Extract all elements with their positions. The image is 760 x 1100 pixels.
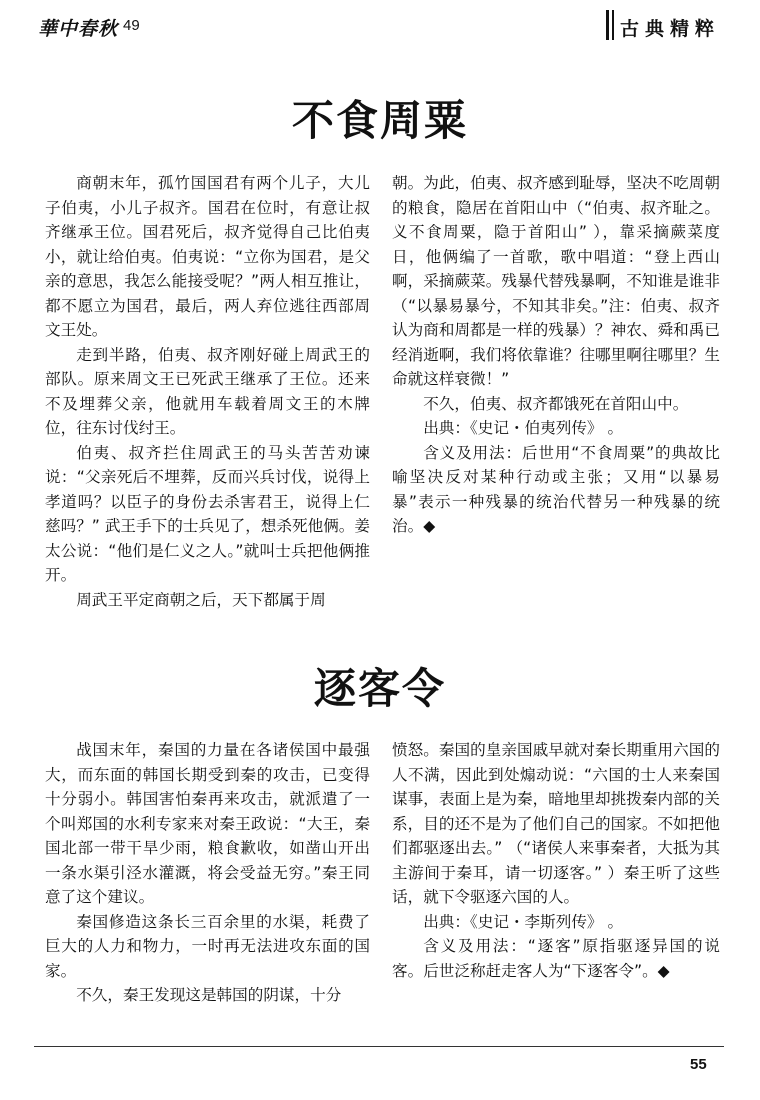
article1-paragraph-3: 伯夷、叔齐拦住周武王的马头苦苦劝谏说：“父亲死后不埋葬，反而兴兵讨伐，说得上孝道吗？以臣子的身份去杀害君王，说得上仁慈吗？” 武王手下的士兵见了，想杀死他俩。姜太公说：“他们是仁义之人。”就叫士兵把他俩推开。 <box>45 443 370 584</box>
article2-meaning: 含义及用法：“逐客”原指驱逐异国的说客。后世泛称赶走客人为“下逐客令”。◆ <box>392 937 720 980</box>
article2-paragraph-1: 战国末年，秦国的力量在各诸侯国中最强大，而东面的韩国长期受到秦的攻击，已变得十分弱小。韩国害怕秦再来攻击，就派遣了一个叫郑国的水利专家来对秦王政说：“大王，秦国北部一带干旱少雨，粮食歉收，如凿山开出一条水渠引泾水灌溉，将会受益无穷。”秦王同意了这个建议。 <box>45 741 370 906</box>
article2-paragraph-2: 秦国修造这条长三百余里的水渠，耗费了巨大的人力和物力，一时再无法进攻东面的国家。 <box>45 912 370 980</box>
section-name: 古典精粹 <box>620 18 721 40</box>
article1-paragraph-6: 不久，伯夷、叔齐都饿死在首阳山中。 <box>423 394 689 413</box>
article1-paragraph-2: 走到半路，伯夷、叔齐刚好碰上周武王的部队。原来周文王已死武王继承了王位。还来不及埋葬父亲，他就用车载着周文王的木牌位，往东讨伐纣王。 <box>45 345 370 437</box>
article-title-buschizhousu: 不食周粟 <box>291 96 468 145</box>
article2-right-column <box>392 738 720 983</box>
article-title-zhukeling: 逐客令 <box>313 664 446 713</box>
article1-paragraph-5: 朝。为此，伯夷、叔齐感到耻辱，坚决不吃周朝的粮食，隐居在首阳山中（“伯夷、叔齐耻之。义不食周粟，隐于首阳山” ），靠采摘蕨菜度日，他俩编了一首歌，歌中唱道：“登上西山啊，采摘蕨菜。残暴代替残暴啊，不知谁是谁非（“以暴易暴兮，不知其非矣。”注：伯夷、叔齐认为商和周都是一样的残暴）？神农、舜和禹已经消逝啊，我们将依靠谁？往哪里啊往哪里？生命就这样衰微！” <box>392 174 720 388</box>
article2-source: 出典：《史记・李斯列传》 。 <box>423 912 624 931</box>
page-header <box>0 0 760 60</box>
article1-meaning: 含义及用法：后世用“不食周粟”的典故比喻坚决反对某种行动或主张；又用“以暴易暴”表示一种残暴的统治代替另一种残暴的统治。◆ <box>392 443 720 535</box>
magazine-name: 華中春秋 <box>38 18 119 40</box>
section-divider <box>606 10 609 40</box>
page-number: 55 <box>690 1056 707 1073</box>
article1-paragraph-1: 商朝末年，孤竹国国君有两个儿子，大儿子伯夷，小儿子叔齐。国君在位时，有意让叔齐继承王位。国君死后，叔齐觉得自己比伯夷小，就让给伯夷。伯夷说：“立你为国君，是父亲的意思，我怎么能接受呢？”两人相互推让，都不愿立为国君，最后，两人弃位逃往西部周文王处。 <box>45 174 370 339</box>
article1-source: 出典：《史记・伯夷列传》 。 <box>423 419 624 437</box>
article2-left-column <box>45 738 370 1008</box>
article1-left-column <box>45 171 370 612</box>
footer-rule <box>34 1046 724 1047</box>
article1-paragraph-4: 周武王平定商朝之后，天下都属于周 <box>76 590 326 609</box>
article2-paragraph-4: 愤怒。秦国的皇亲国戚早就对秦长期重用六国的人不满，因此到处煽动说：“六国的士人来秦国谋事，表面上是为秦，暗地里却挑拨秦内部的关系，目的还不是为了他们自己的国家。不如把他们都驱逐出去。” （“诸侯人来事秦者，大抵为其主游间于秦耳，请一切逐客。” ）秦王听了这些话，就下令驱逐六国的人。 <box>392 741 720 906</box>
article1-right-column <box>392 171 720 539</box>
section-divider-thin <box>612 10 614 40</box>
issue-number: 49 <box>123 17 140 34</box>
article2-paragraph-3: 不久，秦王发现这是韩国的阴谋，十分 <box>76 986 342 1004</box>
